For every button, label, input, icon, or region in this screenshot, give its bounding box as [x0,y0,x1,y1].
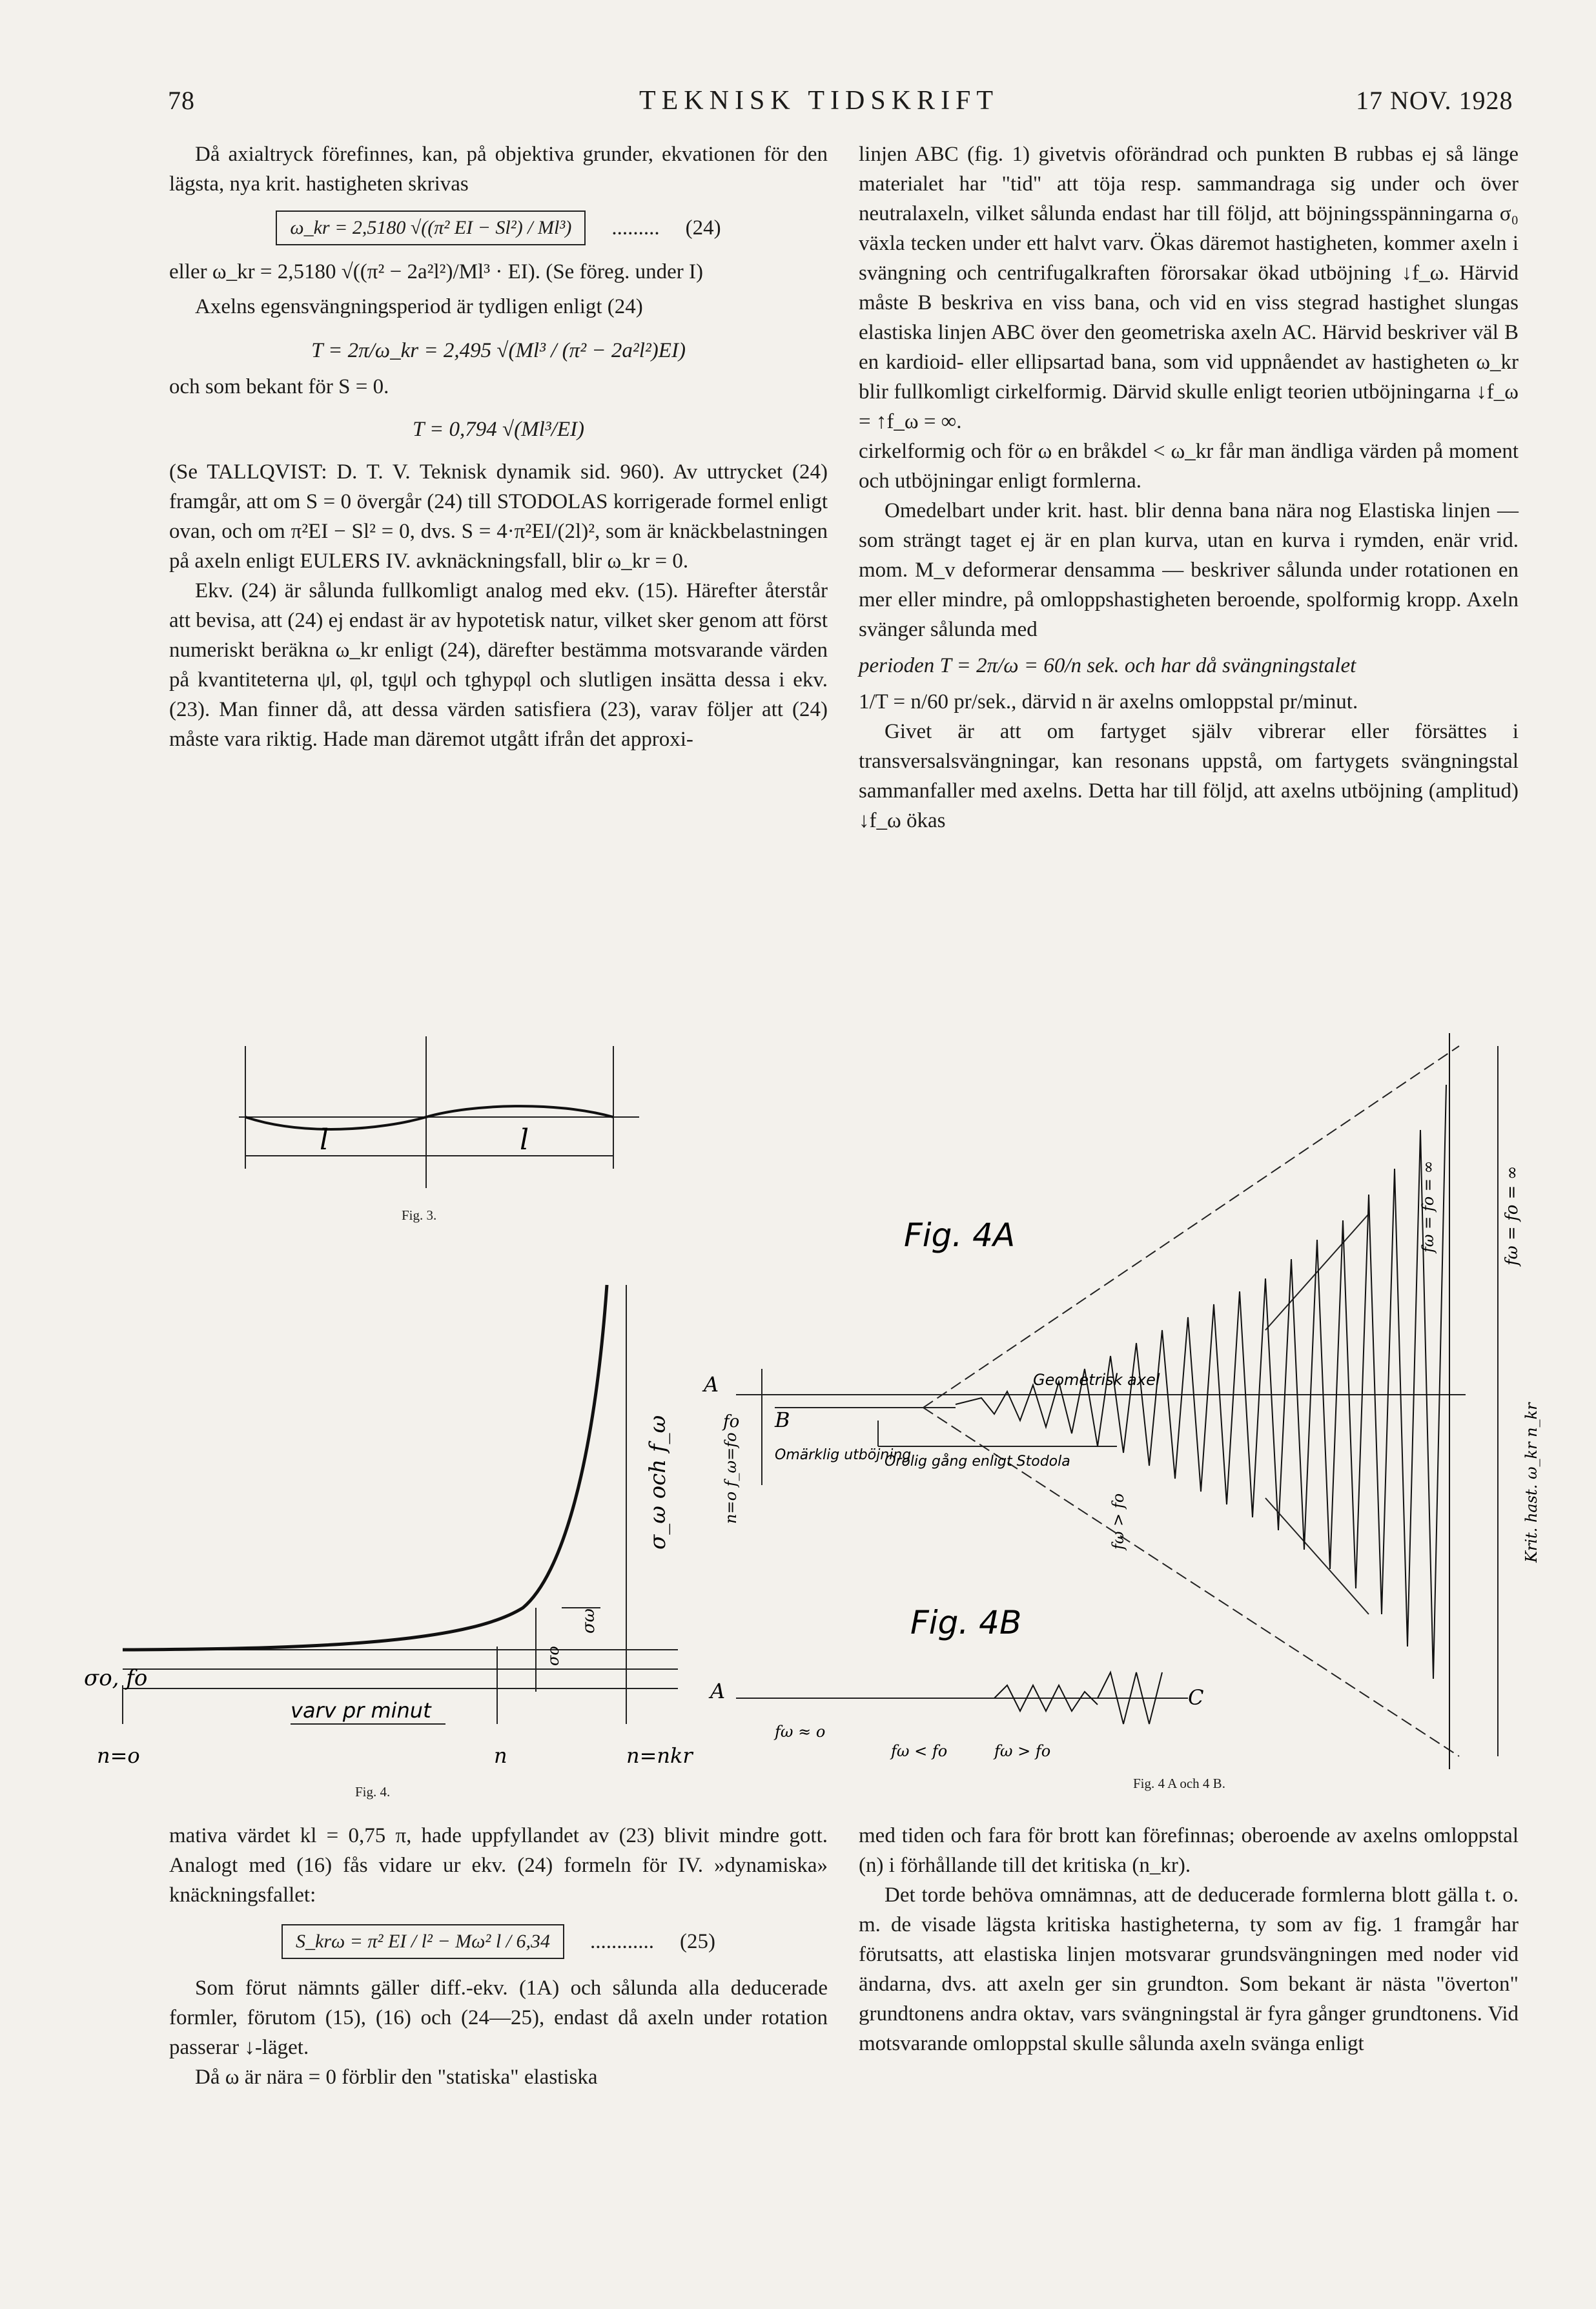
formula-period-n: perioden T = 2π/ω = 60/n sek. och har då svängningstalet [859,654,1356,677]
label-varv: varv pr minut [291,1698,431,1723]
paragraph: Axelns egensvängningsperiod är tydligen enligt (24) [195,295,643,318]
formula-24b: eller ω_kr = 2,5180 √((π² − 2a²l²)/Ml³ · EI). (Se föreg. under I) [169,260,703,283]
response-curve [123,1285,607,1650]
fig3-diagram [194,1033,684,1201]
label-orolig: Orolig gång enligt Stodola [885,1453,1070,1470]
page-number: 78 [168,86,195,115]
label-fw-approx-o: fω ≈ o [775,1723,826,1741]
paragraph: och som bekant för S = 0. [169,375,389,398]
fig4b-title: Fig. 4B [910,1604,1022,1641]
formula-24: ω_kr = 2,5180 √((π² EI − Sl²) / Ml³) ......... (24) [169,210,828,245]
label-n0-fo: n=o f_ω=fo [722,1432,740,1524]
label-krit-hast: Krit. hast. ω_kr n_kr [1522,1402,1540,1563]
fig3-caption: Fig. 3. [402,1207,437,1223]
formula-period: T = 2π/ω_kr = 2,495 √(Ml³ / (π² − 2a²l²)EI) [311,339,686,362]
label-fw-fo-inf: fω = fo = ∞ [1502,1165,1522,1266]
formula-period-s0: T = 0,794 √(Ml³/EI) [413,418,584,441]
label-n0: n=o [97,1743,140,1768]
paragraph: Då ω är nära = 0 förblir den "statiska" elastiska [195,2066,598,2089]
label-b: B [775,1408,790,1432]
formula-box: ω_kr = 2,5180 √((π² EI − Sl²) / Ml³) [276,210,586,245]
formula-frequency: 1/T = n/60 pr/sek., därvid n är axelns omloppstal pr/minut. [859,690,1358,713]
journal-title: TEKNISK TIDSKRIFT [639,86,999,116]
paragraph: mativa värdet kl = 0,75 π, hade uppfyllandet av (23) blivit mindre gott. Analogt med (16) fås vidare ur ekv. (24) formeln för IV. »dynamiska» knäckningsfallet: [169,1824,828,1907]
label-fw-gt-fo: fω > fo [1109,1493,1127,1550]
y-axis-label: σ_ω och f_ω [645,1415,671,1550]
label-n: n [494,1743,507,1768]
paragraph: linjen ABC (fig. 1) givetvis oförändrad och punkten B rubbas ej så länge materialet har "tid" att töja resp. sammandraga sig under och över neutralaxeln, vilket sålunda endast har till följd, att böjningsspänningarna σ₀ växla tecken under ett halvt varv. Ökas däremot hastigheten, kommer axeln i svängning och centrifugalkraften förorsakar ökad utböjning ↓f_ω. Härvid måste B beskriva en viss bana, och vid en viss stegrad hastighet slungas elastiska linjen ABC över den geometriska axeln AC. Härvid beskriver väl B en kardioid- eller ellipsartad bana, som vid uppnåendet av hastigheten ω_kr blir fullkomligt cirkelformig. Därvid skulle enligt teorien utböjningarna ↓f_ω = ↑f_ω = ∞. [859,143,1519,433]
issue-date: 17 NOV. 1928 [1356,86,1513,115]
oscillation-wave [956,1085,1446,1679]
label-a-4b: A [710,1679,726,1703]
label-geometric-axis: Geometrisk axel [1033,1371,1160,1389]
label-fw-lt-fo: fω < fo [891,1742,948,1760]
fig4ab-diagram [697,1033,1575,1782]
paragraph: (Se TALLQVIST: D. T. V. Teknisk dynamik sid. 960). Av uttrycket (24) framgår, att om S = 0 övergår (24) till STODOLAS korrigerade formel enligt ovan, och om π²EI − Sl² = 0, dvs. S = 4·π²EI/(2l)², som är knäckbelastningen på axeln enligt EULERS IV. avknäckningsfall, blir ω_kr = 0. [169,460,828,573]
right-column-top [859,139,1519,836]
label-l-right: l [520,1124,529,1156]
fig4-diagram [84,1272,742,1776]
label-omarklig: Omärklig utböjning [775,1447,912,1463]
label-l-left: l [320,1124,329,1156]
paragraph: cirkelformig och för ω en bråkdel < ω_kr får man ändliga värden på moment och utböjningar enligt formlerna. [859,440,1519,493]
paragraph: Givet är att om fartyget själv vibrerar eller försättes i transversalsvängningar, kan resonans uppstå, om fartygets svängningstal sammanfaller med axelns. Detta har till följd, att axelns utböjning (amplitud) ↓f_ω ökas [859,720,1519,832]
label-nkr: n=nkr [626,1743,693,1768]
left-column-top [169,139,828,754]
paragraph: Det torde behöva omnämnas, att de deducerade formlerna blott gälla t. o. m. de visade lägsta kritiska hastigheterna, ty som av fig. 1 framgår har förutsatts, att elastiska linjen motsvarar grundsvängningen med noder vid ändarna, dvs. att axeln ger sin grundton. Som bekant är nästa "överton" grundtonens andra oktav, vars svängningstal är fyra gånger grundtonens. Vid motsvarande omloppstal skulle sålunda axeln svänga enligt [859,1883,1519,2055]
label-sigma-w: σω [579,1608,598,1634]
left-column-bottom [169,1821,828,2092]
fig4-caption: Fig. 4. [355,1784,391,1800]
equation-number: (25) [680,1930,715,1953]
formula-25: S_krω = π² EI / l² − Mω² l / 6,34 ............ (25) [169,1924,828,1959]
formula-box: S_krω = π² EI / l² − Mω² l / 6,34 [281,1924,564,1959]
equation-number: (24) [685,216,721,240]
label-a: A [704,1372,719,1397]
fig4a-title: Fig. 4A [904,1216,1016,1254]
label-sigma-fo: σo, fo [84,1665,148,1691]
envelope-inner [1265,1214,1369,1614]
paragraph: Då axialtryck förefinnes, kan, på objektiva grunder, ekvationen för den lägsta, nya krit. hastigheten skrivas [169,143,828,196]
elastic-line [245,1106,613,1129]
paragraph: Omedelbart under krit. hast. blir denna bana nära nog Elastiska linjen — som strängt taget ej är en plan kurva, utan en kurva i rymden, enär vrid. mom. M_v deformerar densamma — beskriver sålunda under rotationen en mer eller mindre, på omloppshastigheten beroende, spolformig kropp. Axeln svänger sålunda med [859,499,1519,641]
label-c-4b: C [1188,1685,1204,1710]
label-fo: fo [723,1412,740,1432]
paragraph: Ekv. (24) är sålunda fullkomligt analog med ekv. (15). Härefter återstår att bevisa, att (24) ej endast är av hypotetisk natur, vilket sker genom att först numeriskt beräkna ω_kr enligt (24), därefter bestämma motsvarande värden på kvantiteterna ψl, φl, tgψl och tghypφl och slutligen insätta dessa i ekv. (23). Man finner då, att dessa värden satisfiera (23), varav följer att (24) måste vara riktig. Hade man däremot utgått ifrån det approxi- [169,579,828,751]
label-sigma-o: σo [544,1646,562,1666]
fig4ab-caption: Fig. 4 A och 4 B. [1133,1776,1225,1791]
right-column-bottom [859,1821,1519,2058]
paragraph: Som förut nämnts gäller diff.-ekv. (1A) och sålunda alla deducerade formler, förutom (15), (16) och (24—25), endast då axeln under rotation passerar ↓-läget. [169,1976,828,2059]
paragraph: med tiden och fara för brott kan förefinnas; oberoende av axelns omloppstal (n) i förhållande till det kritiska (n_kr). [859,1824,1519,1877]
label-fw-gt-fo-b: fω > fo [994,1742,1051,1760]
label-fw-eq-fo-inf: fω = fo = ∞ [1419,1160,1437,1253]
